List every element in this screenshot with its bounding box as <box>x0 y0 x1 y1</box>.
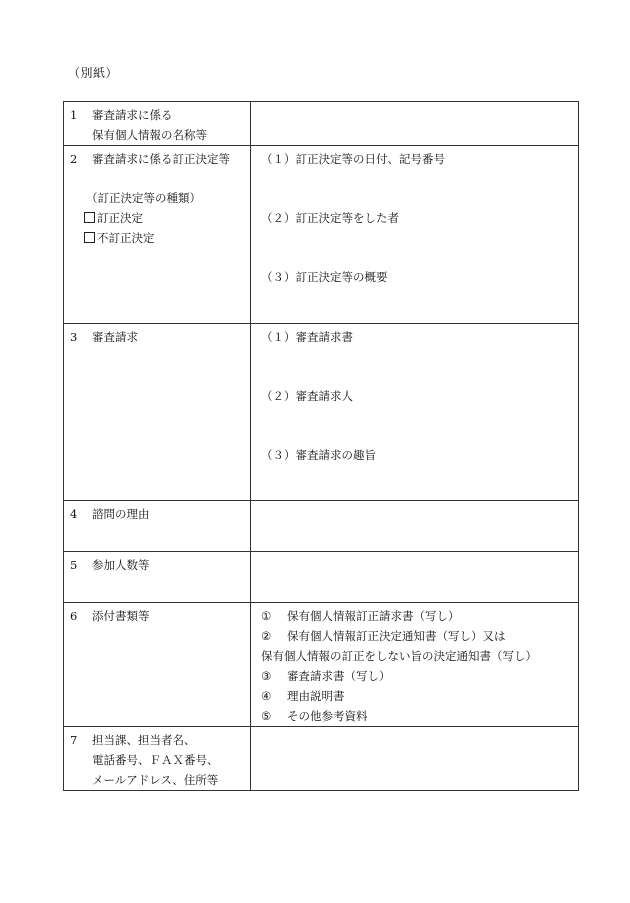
row-number: 4 <box>70 507 78 521</box>
option-non-correction-decision[interactable]: 不訂正決定 <box>70 228 250 248</box>
row4-title: 諮問の理由 <box>92 507 150 521</box>
row7-value-cell[interactable] <box>251 727 579 791</box>
row3-title: 審査請求 <box>92 330 138 344</box>
row7-label-cell <box>64 727 251 791</box>
table-row <box>64 102 579 146</box>
row-number: 2 <box>70 152 78 166</box>
attachment-item: ④ 理由説明書 <box>261 689 345 703</box>
table-row <box>64 552 579 603</box>
decision-type-heading: （訂正決定等の種類） <box>86 191 201 205</box>
option-correction-decision[interactable]: 訂正決定 <box>70 208 250 228</box>
row7-label-line3: メールアドレス、住所等 <box>92 773 219 787</box>
decision-date-item: （１）訂正決定等の日付、記号番号 <box>261 152 445 166</box>
row4-label-cell <box>64 501 251 552</box>
attachment-item: ⑤ その他参考資料 <box>261 709 368 723</box>
row7-label-line2: 電話番号、ＦＡＸ番号、 <box>92 753 219 767</box>
attachment-item-continuation: 保有個人情報の訂正をしない旨の決定通知書（写し） <box>261 649 537 663</box>
review-requester-item: （２）審査請求人 <box>261 389 353 403</box>
row6-value-cell[interactable] <box>251 603 579 727</box>
review-request-document-item: （１）審査請求書 <box>261 330 353 344</box>
row2-title: 審査請求に係る訂正決定等 <box>92 152 230 166</box>
row5-label-cell <box>64 552 251 603</box>
row1-label-line1: 審査請求に係る <box>92 108 173 122</box>
review-request-form-table <box>63 101 579 791</box>
attachment-item: ① 保有個人情報訂正請求書（写し） <box>261 609 460 623</box>
attachment-item: ② 保有個人情報訂正決定通知書（写し）又は <box>261 629 506 643</box>
row1-value-cell[interactable] <box>251 102 579 146</box>
row2-label-cell <box>64 146 251 324</box>
row5-value-cell[interactable] <box>251 552 579 603</box>
row1-label-line2: 保有個人情報の名称等 <box>92 128 207 142</box>
row2-value-cell[interactable] <box>251 146 579 324</box>
row-number: 7 <box>70 733 78 747</box>
table-row <box>64 146 579 324</box>
checkbox-icon[interactable] <box>84 212 95 223</box>
table-row <box>64 324 579 501</box>
attachment-item: ③ 審査請求書（写し） <box>261 669 391 683</box>
row7-label-line1: 担当課、担当者名、 <box>92 733 196 747</box>
row-number: 1 <box>70 108 78 122</box>
row6-label-cell <box>64 603 251 727</box>
table-row <box>64 727 579 791</box>
row5-title: 参加人数等 <box>92 558 150 572</box>
row3-value-cell[interactable] <box>251 324 579 501</box>
row4-value-cell[interactable] <box>251 501 579 552</box>
review-request-purpose-item: （３）審査請求の趣旨 <box>261 448 376 462</box>
row3-label-cell <box>64 324 251 501</box>
table-row <box>64 501 579 552</box>
checkbox-icon[interactable] <box>84 232 95 243</box>
row-number: 3 <box>70 330 78 344</box>
row6-title: 添付書類等 <box>92 609 150 623</box>
decision-summary-item: （３）訂正決定等の概要 <box>261 270 388 284</box>
attachment-label: （別紙） <box>68 66 119 80</box>
row-number: 6 <box>70 609 78 623</box>
row1-label-cell <box>64 102 251 146</box>
decision-maker-item: （２）訂正決定等をした者 <box>261 211 399 225</box>
table-row <box>64 603 579 727</box>
row-number: 5 <box>70 558 78 572</box>
